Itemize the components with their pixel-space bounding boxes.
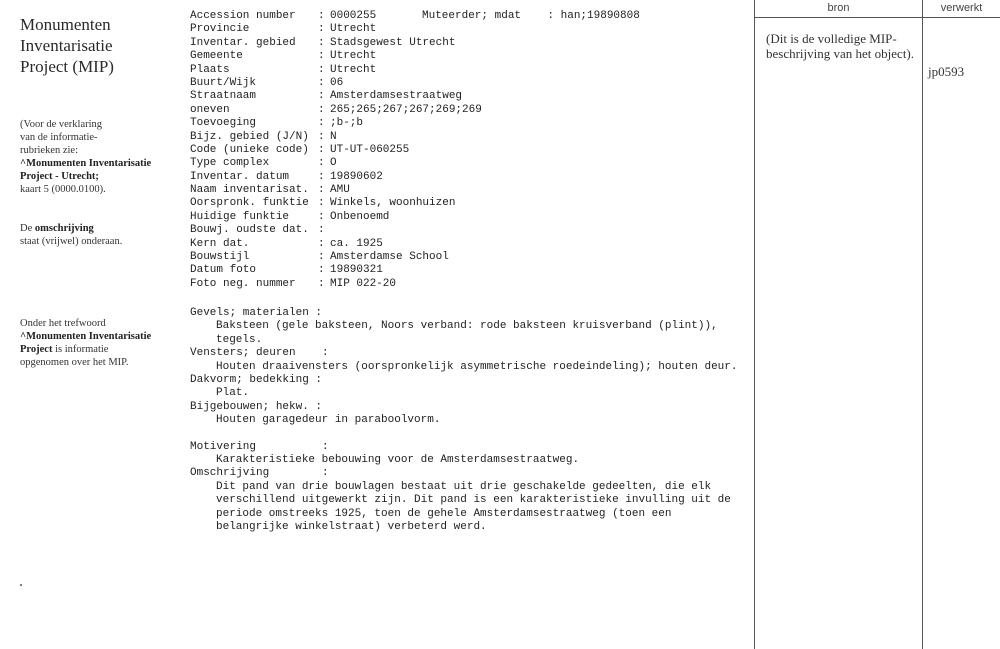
field-row [190,157,482,170]
field-row [190,278,482,291]
section-omschrijving [190,467,750,534]
field-value: 0000255 [330,10,377,22]
field-separator: : [318,277,325,290]
field-separator: : [318,224,325,237]
section-dakvorm [190,374,750,401]
field-label: Huidige funktie [190,210,290,223]
field-value: Winkels, woonhuizen [330,197,456,210]
field-value: N [330,130,337,143]
field-label: Kern dat. [190,237,250,250]
omschrijving-text: Dit pand van drie bouwlagen bestaat uit drie geschakelde gedeelten, die elk verschillend uitgewerkt zijn. Dit pand is een karakteristieke invulling uit de periode omstreeks 1925, toen de gehele Amsterdamsestraatweg (toen een belangrijke winkelstraat) verbeterd werd. [216,480,731,534]
note1-bold-2: Project - Utrecht; [20,171,99,182]
field-value: Amsterdamse School [330,251,449,264]
field-row [190,211,482,224]
gevels-heading: Gevels; materialen : [190,307,323,319]
dakvorm-heading: Dakvorm; bedekking : [190,374,323,387]
field-separator: : [318,264,325,277]
field-row [190,238,482,251]
note-omschrijving [20,222,180,248]
vensters-heading: Vensters; deuren : [190,347,329,360]
field-separator: : [318,117,325,130]
field-value: 265;265;267;267;269;269 [330,103,482,116]
section-gevels [190,307,750,347]
field-separator: : [318,36,325,49]
field-label: Bouwstijl [190,251,250,264]
field-value: Stadsgewest Utrecht [330,36,456,49]
note3-bold-2: Project [20,344,53,355]
note-verklaring [20,118,180,196]
verwerkt-value: jp0593 [928,64,965,79]
field-row [190,197,482,210]
field-separator: : [318,76,325,89]
field-row [190,224,482,237]
motivering-heading: Motivering : [190,440,329,453]
field-row [190,64,482,77]
description-block [190,307,750,535]
field-value: UT-UT-060255 [330,143,410,156]
note3-post: opgenomen over het MIP. [20,357,129,368]
field-label: Inventar. gebied [190,36,296,49]
field-label: Toevoeging [190,117,257,130]
field-value: Utrecht [330,23,377,36]
header-rule [754,17,1000,18]
field-value: Utrecht [330,63,377,76]
bijgebouwen-text: Houten garagedeur in paraboolvorm. [216,414,441,427]
field-row [190,90,482,103]
field-row [190,131,482,144]
field-value: ;b-;b [330,117,364,130]
title-line-3: Project (MIP) [20,57,114,76]
field-separator: : [318,210,325,223]
note1-tail: kaart 5 (0000.0100). [20,184,106,195]
field-row [190,264,482,277]
note3-pre: Onder het trefwoord [20,318,106,329]
gevels-text: Baksteen (gele baksteen, Noors verband: rode baksteen kruisverband (plint)), tegels. [216,320,718,346]
field-row [190,50,482,63]
note1-line-1: (Voor de verklaring [20,119,103,130]
field-separator: : [318,130,325,143]
field-row [190,37,482,50]
section-vensters [190,347,750,374]
field-value: Utrecht [330,50,377,63]
field-separator: : [318,50,325,63]
field-label: Plaats [190,63,230,76]
field-row [190,117,482,130]
field-label: Bijz. gebied (J/N) [190,130,309,143]
field-separator: : [318,23,325,36]
field-value: Amsterdamsestraatweg [330,90,463,103]
field-separator: : [318,251,325,264]
field-separator: : [318,63,325,76]
field-label: oneven [190,103,230,116]
note-trefwoord [20,317,180,369]
field-label: Foto neg. nummer [190,277,296,290]
note1-bold-1: ^Monumenten Inventarisatie [20,158,152,169]
field-row [190,77,482,90]
bijgebouwen-heading: Bijgebouwen; hekw. : [190,400,323,413]
field-separator: : [318,90,325,103]
field-label: Type complex [190,157,270,170]
field-label: Straatnaam [190,90,257,103]
mutator-info: Muteerder; mdat : han;19890808 [422,10,640,22]
note1-line-3: rubrieken zie: [20,145,79,156]
note3-bold-1: ^Monumenten Inventarisatie [20,331,152,342]
field-row [190,23,482,36]
field-label: Oorspronk. funktie [190,197,309,210]
field-label: Code (unieke code) [190,143,309,156]
note2-bold: omschrijving [34,223,94,234]
note2-post: staat (vrijwel) onderaan. [20,236,123,247]
field-row [190,144,482,157]
field-separator: : [318,143,325,156]
note3-mid: is informatie [52,344,109,355]
field-value: 06 [330,76,344,89]
omschrijving-heading: Omschrijving : [190,467,329,480]
column-divider-left [754,0,755,649]
field-value: ca. 1925 [330,237,383,250]
field-separator: : [318,170,325,183]
vensters-text: Houten draaivensters (oorspronkelijk asymmetrische roedeindeling); houten deur. [216,360,738,373]
field-label: Provincie [190,23,250,36]
field-row [190,184,482,197]
field-label: Datum foto [190,264,257,277]
field-value: MIP 022-20 [330,277,397,290]
scan-speck [20,584,22,586]
left-column [20,14,180,77]
field-label: Accession number [190,10,296,22]
field-value: AMU [330,184,350,197]
field-label: Naam inventarisat. [190,184,309,197]
bron-column-header: bron [827,2,850,14]
field-separator: : [318,237,325,250]
field-label: Buurt/Wijk [190,76,257,89]
field-separator: : [318,157,325,170]
field-row [190,171,482,184]
section-motivering [190,441,750,468]
field-label: Inventar. datum [190,170,290,183]
field-row [190,104,482,117]
field-value: 19890602 [330,170,383,183]
field-value: Onbenoemd [330,210,390,223]
title-line-2: Inventarisatie [20,36,113,55]
field-separator: : [318,197,325,210]
field-row [190,251,482,264]
field-label: Gemeente [190,50,243,63]
dakvorm-text: Plat. [216,387,250,400]
column-divider-right [922,0,923,649]
field-value: 19890321 [330,264,383,277]
motivering-text: Karakteristieke bebouwing voor de Amsterdamsestraatweg. [216,454,580,467]
field-list [190,10,482,291]
note2-pre: De [20,223,35,234]
field-label: Bouwj. oudste dat. [190,224,309,237]
title-line-1: Monumenten [20,15,111,34]
verwerkt-column-header: verwerkt [940,2,983,14]
note1-line-2: van de informatie- [20,132,98,143]
field-separator: : [318,103,325,116]
section-bijgebouwen [190,401,750,428]
document-title [20,14,180,77]
field-separator: : [318,184,325,197]
field-value: O [330,157,337,170]
field-separator: : [318,10,325,22]
bron-note: (Dit is de volledige MIP-beschrijving van het object). [766,31,915,61]
